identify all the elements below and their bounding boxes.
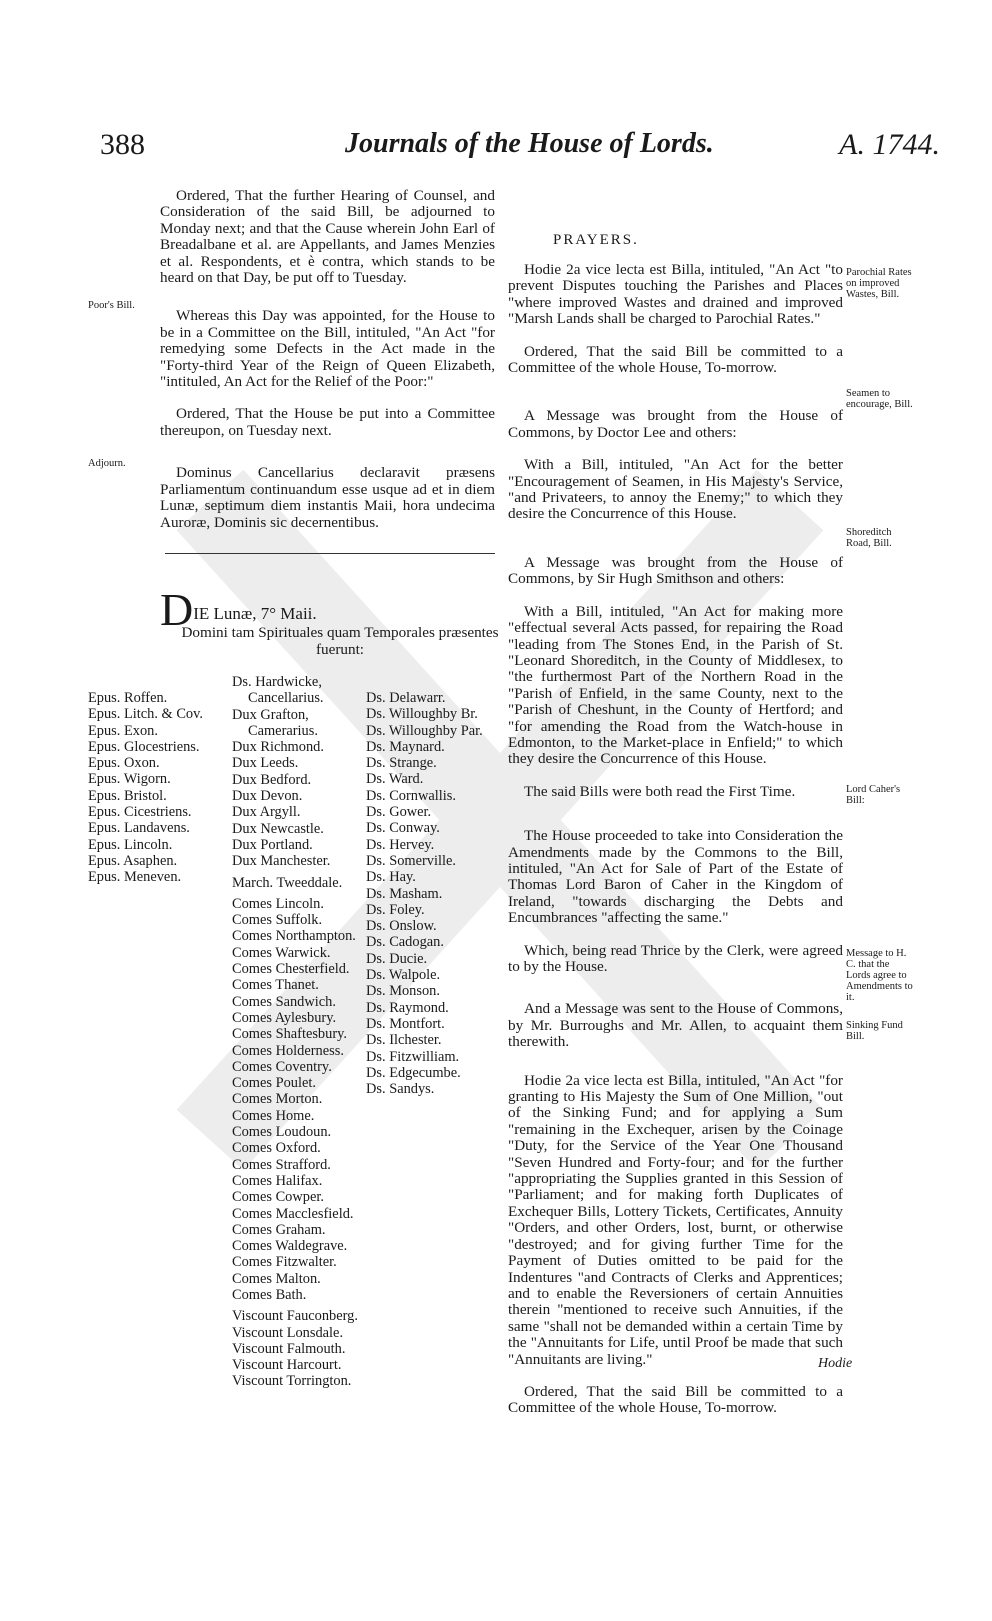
baron-entry: Ds. Ward. (366, 771, 424, 788)
paragraph: Dominus Cancellarius declaravit præsens Parliamentum continuandum esse usque ad et in diem Lunæ, septimum diem instantis Maii, hora undecima Auroræ, Dominis sic decernentibus. (160, 464, 495, 531)
marquess-entry: March. Tweeddale. (232, 874, 343, 891)
viscount-entry: Viscount Harcourt. (232, 1357, 342, 1374)
earl-entry: Comes Malton. (232, 1270, 321, 1287)
officer-entry: Ds. Hardwicke, Cancellarius. (232, 674, 324, 707)
duke-entry: Dux Devon. (232, 788, 303, 805)
baron-entry: Ds. Onslow. (366, 918, 437, 935)
margin-note: Shoreditch Road, Bill. (846, 527, 892, 549)
baron-entry: Ds. Gower. (366, 804, 432, 821)
duke-entry: Dux Portland. (232, 836, 313, 853)
paragraph: The said Bills were both read the First Time. (524, 782, 796, 800)
viscount-entry: Viscount Falmouth. (232, 1340, 346, 1357)
right-column (508, 262, 843, 1433)
paragraph: The House proceeded to take into Consideration the Amendments made by the Commons to the Bill, intituled, "An Act for Sale of Part of the Estate of Thomas Lord Baron of Caher in the Kingdom of Ireland, "towards discharging the Debts and Encumbrances "affecting the same." (508, 827, 843, 927)
viscount-entry: Viscount Lonsdale. (232, 1324, 344, 1341)
paragraph: Ordered, That the further Hearing of Counsel, and Consideration of the said Bill, be adjourned to Monday next; and that the Cause wherein John Earl of Breadalbane et al. are Appellants, and James Menzies et al. Respondents, et è contra, which stands to be heard on that Day, be put off to Tuesday. (160, 187, 495, 287)
earl-entry: Comes Macclesfield. (232, 1205, 354, 1222)
paragraph: With a Bill, intituled, "An Act for the better "Encouragement of Seamen, in His Majesty's Service, "and Privateers, to annoy the Enemy;" to which they desire the Concurrence of this House. (508, 456, 843, 523)
margin-note: Sinking Fund Bill. (846, 1020, 903, 1042)
baron-entry: Ds. Foley. (366, 901, 425, 918)
bishops-list (88, 690, 203, 886)
page-number: 388 (100, 128, 145, 161)
duke-entry: Dux Manchester. (232, 853, 331, 870)
baron-entry: Ds. Maynard. (366, 738, 445, 755)
baron-entry: Ds. Walpole. (366, 967, 441, 984)
page-header (100, 128, 940, 168)
bishop-entry: Epus. Exon. (88, 722, 158, 739)
earl-entry: Comes Home. (232, 1107, 315, 1124)
officer-entry: Dux Grafton, Camerarius. (232, 706, 318, 739)
earl-entry: Comes Poulet. (232, 1075, 316, 1092)
catchword: Hodie (818, 1356, 853, 1371)
drop-cap: D (160, 584, 194, 635)
left-column (160, 188, 495, 547)
bishop-entry: Epus. Litch. & Cov. (88, 706, 203, 723)
baron-entry: Ds. Edgecumbe. (366, 1064, 461, 1081)
earl-entry: Comes Cowper. (232, 1189, 324, 1206)
running-title: Journals of the House of Lords. (345, 128, 714, 159)
duke-entry: Dux Bedford. (232, 771, 312, 788)
paragraph: Whereas this Day was appointed, for the House to be in a Committee on the Bill, intituled, "An Act "for remedying some Defects in the Act made in the "Forty-third Year of the Reign of Queen Elizabeth, "intituled, An Act for the Relief of the Poor:" (160, 307, 495, 391)
earl-entry: Comes Halifax. (232, 1172, 323, 1189)
earl-entry: Comes Loudoun. (232, 1124, 332, 1141)
earl-entry: Comes Morton. (232, 1091, 323, 1108)
duke-entry: Dux Newcastle. (232, 820, 324, 837)
earl-entry: Comes Strafford. (232, 1156, 331, 1173)
baron-entry: Ds. Ilchester. (366, 1032, 442, 1049)
duke-entry: Dux Richmond. (232, 739, 324, 756)
duke-entry: Dux Argyll. (232, 804, 301, 821)
baron-entry: Ds. Hay. (366, 869, 416, 886)
baron-entry: Ds. Ducie. (366, 950, 428, 967)
earl-entry: Comes Warwick. (232, 944, 331, 961)
viscount-entry: Viscount Torrington. (232, 1373, 352, 1390)
margin-note: Parochial Rates on improved Wastes, Bill. (846, 267, 912, 300)
earl-entry: Comes Waldegrave. (232, 1238, 348, 1255)
paragraph: Hodie 2a vice lecta est Billa, intituled, "An Act "for granting to His Majesty the Sum of One Million, "out of the Sinking Fund; and for applying a Sum "remaining in the Exchequer, arisen by the Coinage "Duty, for the Service of the Year One Thousand "Seven Hundred and Forty-four; and for the further "appropriating the Supplies granted in this Session of "Parliament; and for making forth Duplicates of Exchequer Bills, Lottery Tickets, Certificates, Annuity "Orders, and other Orders, lost, burnt, or otherwise "destroyed; and for giving further Time for the Payment of Duties omitted to be paid for the Indentures "and Contracts of Clerks and Apprentices; and to enable the Reversioners of certain Annuities therein "mentioned to receive such Annuities, if the same "shall not be demanded within a certain Time by the "Annuitants for Life, until Proof be made that such "Annuitants are living." (508, 1071, 843, 1368)
baron-entry: Ds. Conway. (366, 820, 440, 837)
page-year: A. 1744. (839, 128, 940, 161)
baron-entry: Ds. Monson. (366, 983, 440, 1000)
margin-note: Adjourn. (88, 458, 126, 469)
earl-entry: Comes Sandwich. (232, 993, 336, 1010)
baron-entry: Ds. Raymond. (366, 999, 449, 1016)
baron-entry: Ds. Willoughby Br. (366, 706, 478, 723)
viscount-entry: Viscount Fauconberg. (232, 1308, 358, 1325)
earl-entry: Comes Coventry. (232, 1058, 332, 1075)
earl-entry: Comes Lincoln. (232, 895, 324, 912)
bishop-entry: Epus. Roffen. (88, 690, 168, 706)
paragraph: Ordered, That the House be put into a Committee thereupon, on Tuesday next. (160, 405, 495, 439)
bishop-entry: Epus. Landavens. (88, 820, 190, 837)
paragraph: Ordered, That the said Bill be committed to a Committee of the whole House, To-morrow. (508, 1382, 843, 1417)
paragraph: Hodie 2a vice lecta est Billa, intituled, "An Act "to prevent Disputes touching the Parishes and Places "where improved Wastes and drained and improved "Marsh Lands shall be charged to Parochial Rates." (508, 261, 843, 328)
paragraph: And a Message was sent to the House of Commons, by Mr. Burroughs and Mr. Allen, to acquaint them therewith. (508, 1000, 843, 1051)
baron-entry: Ds. Masham. (366, 885, 443, 902)
earl-entry: Comes Aylesbury. (232, 1009, 337, 1026)
divider (165, 553, 495, 554)
baron-entry: Ds. Cornwallis. (366, 787, 456, 804)
earl-entry: Comes Fitzwalter. (232, 1254, 337, 1271)
baron-entry: Ds. Strange. (366, 755, 437, 772)
bishop-entry: Epus. Bristol. (88, 787, 167, 804)
bishop-entry: Epus. Asaphen. (88, 852, 178, 869)
earl-entry: Comes Northampton. (232, 928, 356, 945)
margin-note: Lord Caher's Bill: (846, 784, 901, 806)
paragraph: A Message was brought from the House of Commons, by Sir Hugh Smithson and others: (508, 553, 843, 588)
bishop-entry: Epus. Wigorn. (88, 771, 171, 788)
baron-entry: Ds. Montfort. (366, 1015, 445, 1032)
bishop-entry: Epus. Meneven. (88, 869, 182, 886)
bishop-entry: Epus. Cicestriens. (88, 804, 192, 821)
earl-entry: Comes Oxford. (232, 1140, 321, 1157)
baron-entry: Ds. Cadogan. (366, 934, 444, 951)
baron-entry: Ds. Delawarr. (366, 690, 446, 706)
margin-note: Seamen to encourage, Bill. (846, 388, 913, 410)
bishop-entry: Epus. Oxon. (88, 755, 160, 772)
duke-entry: Dux Leeds. (232, 755, 299, 772)
baron-entry: Ds. Sandys. (366, 1081, 435, 1098)
baron-entry: Ds. Somerville. (366, 852, 456, 869)
baron-entry: Ds. Willoughby Par. (366, 722, 483, 739)
earl-entry: Comes Thanet. (232, 977, 319, 994)
earl-entry: Comes Suffolk. (232, 912, 323, 929)
margin-note: Poor's Bill. (88, 300, 135, 311)
earl-entry: Comes Chesterfield. (232, 961, 350, 978)
bishop-entry: Epus. Glocestriens. (88, 738, 200, 755)
prayers-heading: PRAYERS. (553, 232, 639, 248)
earl-entry: Comes Bath. (232, 1286, 307, 1303)
margin-note: Message to H. C. that the Lords agree to Amendments to it. (846, 948, 913, 1003)
peers-list (232, 674, 362, 1390)
day-heading-text: IE Lunæ, 7° Maii. (193, 604, 317, 623)
baron-entry: Ds. Hervey. (366, 836, 435, 853)
paragraph: A Message was brought from the House of Commons, by Doctor Lee and others: (508, 407, 843, 441)
paragraph: Ordered, That the said Bill be committed to a Committee of the whole House, To-morrow. (508, 342, 843, 377)
earl-entry: Comes Holderness. (232, 1042, 344, 1059)
earl-entry: Comes Shaftesbury. (232, 1026, 347, 1043)
paragraph: Which, being read Thrice by the Clerk, were agreed to by the House. (508, 941, 843, 975)
baron-entry: Ds. Fitzwilliam. (366, 1048, 460, 1065)
paragraph: With a Bill, intituled, "An Act for making more "effectual several Acts passed, for repairing the Road "leading from The Stones End, in the Parish of St. "Leonard Shoreditch, in the County of Middlesex, to "the furthermost Part of the Northern Road in the "Parish of Enfield, in the same County, next to the "Parish of Cheshunt, in the County of Hertford; and "for amending the Road from the Watch-house in Edmonton, to the Market-place in Enfield;" to which they desire the Concurrence of this House. (508, 602, 843, 768)
domini-line: Domini tam Spirituales quam Temporales præsentes fuerunt: (181, 624, 499, 658)
earl-entry: Comes Graham. (232, 1221, 326, 1238)
bishop-entry: Epus. Lincoln. (88, 836, 173, 853)
barons-list (366, 690, 483, 1097)
